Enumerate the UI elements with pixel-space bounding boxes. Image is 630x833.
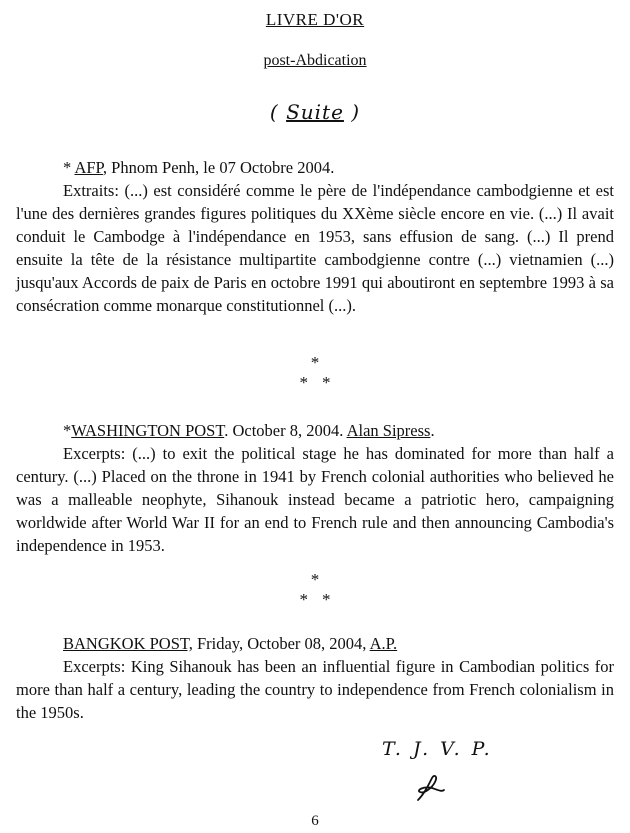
page-title (0, 10, 630, 30)
separator-star-top: * (310, 570, 320, 589)
entry-bp-source: BANGKOK POST, (63, 634, 193, 653)
page-number: 6 (311, 813, 319, 829)
entry-wp-bullet: * (63, 421, 72, 440)
page-subtitle (0, 52, 630, 70)
suite-close-paren: ) (351, 100, 361, 124)
entry-afp-dateline: , Phnom Penh, le 07 Octobre 2004. (102, 158, 335, 177)
entry-afp-heading (16, 156, 614, 179)
suite-open-paren: ( (269, 100, 279, 124)
entry-bp-body: Excerpts: King Sihanouk has been an influential figure in Cambodian politics for more than half a century, leading the country to independence from French colonialism in the 1950s. (16, 657, 614, 722)
page-title-text: LIVRE D'OR (265, 10, 365, 29)
separator-star-bottom: ** (299, 373, 345, 392)
entry-afp-source: AFP (74, 158, 103, 177)
entry-bp-author: A.P. (369, 634, 398, 653)
separator-stars (0, 353, 630, 393)
entry-wp-body: Excerpts: (...) to exit the political stage he has dominated for more than half a century. (...) Placed on the throne in 1941 by French colonial authorities who believed he was a malleable neophyte, Sihanouk instead became a patriotic hero, campaigning worldwide after World War II for an end to French rule and then announcing Cambodia's independence in 1953. (16, 444, 614, 555)
entry-wp-heading (16, 419, 614, 442)
entry-wp-author: Alan Sipress (346, 421, 431, 440)
entry-wp-source: WASHINGTON POST (71, 421, 225, 440)
entry-afp (16, 156, 614, 317)
handwritten-initials: T. J. V. P. (382, 738, 493, 760)
entry-wp-end: . (430, 421, 435, 440)
suite-word: Suite (286, 100, 344, 124)
page-subtitle-text: post-Abdication (263, 52, 367, 69)
suite-handwritten-note (0, 100, 630, 124)
entry-wp-dateline: . October 8, 2004. (224, 421, 347, 440)
separator-star-bottom: ** (299, 590, 345, 609)
handwritten-signature (410, 772, 450, 811)
entry-bp-dateline: Friday, October 08, 2004, (192, 634, 370, 653)
entry-afp-body: Extraits: (...) est considéré comme le père de l'indépendance cambodgienne et est l'une des dernières grandes figures politiques du XXème siècle encore en vie. (...) Il avait conduit le Cambodge à l'indépendance en 1953, sans effusion de sang. (...) Il prend ensuite la tête de la résistance multipartite cambodgienne contre (...) vietnamien (...) jusqu'aux Accords de paix de Paris en octobre 1991 qui aboutiront en septembre 1993 à sa consécration comme monarque constitutionnel (...). (16, 181, 614, 315)
entry-bangkok-post (16, 632, 614, 724)
separator-star-top: * (310, 353, 320, 372)
entry-afp-bullet: * (63, 158, 75, 177)
entry-washington-post (16, 419, 614, 557)
signature-mark (410, 772, 450, 806)
entry-bp-heading (16, 632, 614, 655)
separator-stars (0, 570, 630, 610)
